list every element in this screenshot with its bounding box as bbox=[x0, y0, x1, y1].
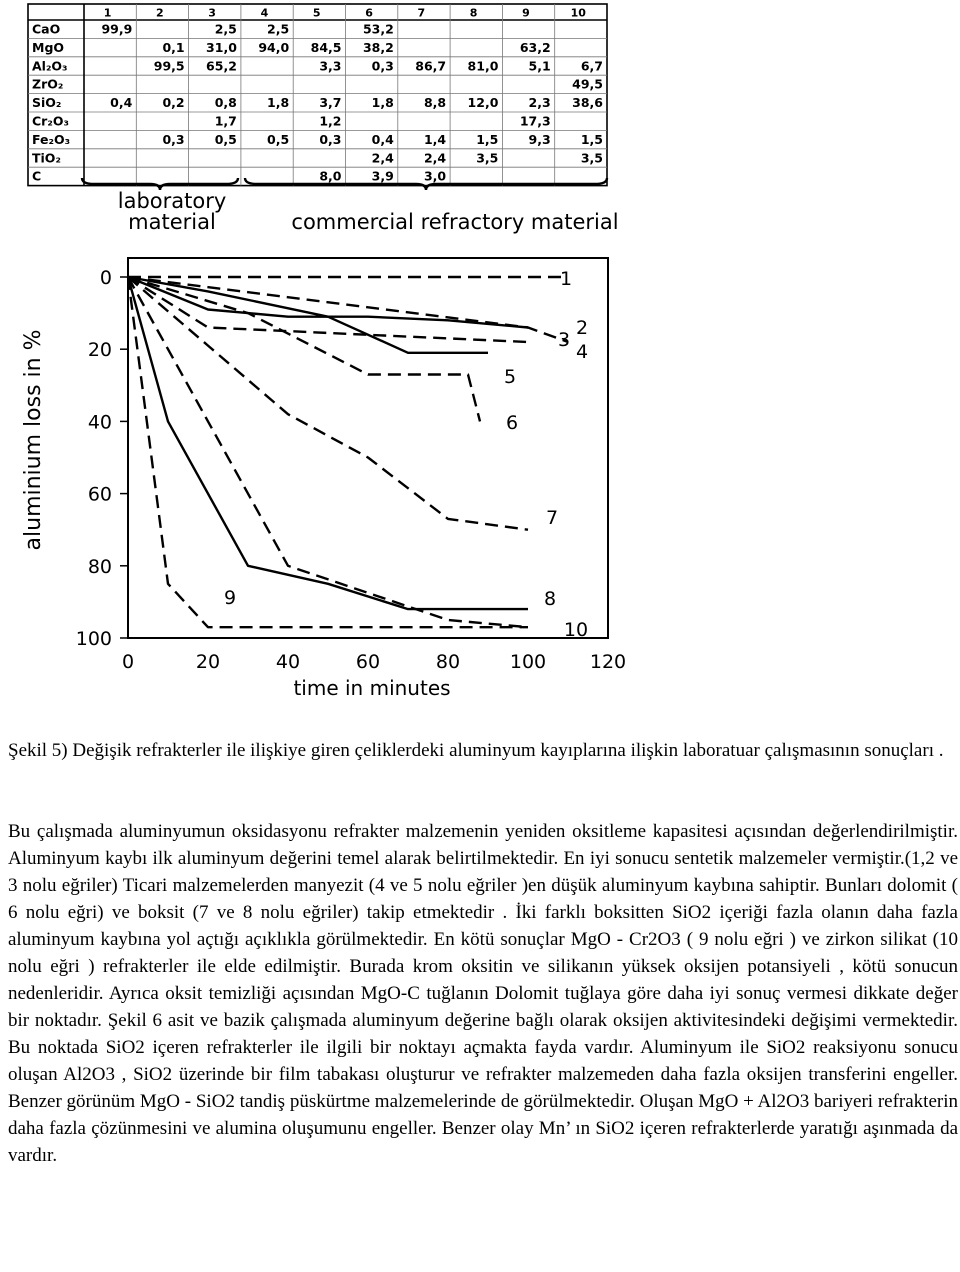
table-cell: 0,3 bbox=[162, 131, 185, 147]
table-oxide-label: Al₂O₃ bbox=[32, 58, 68, 74]
table-cell: 0,8 bbox=[214, 95, 237, 111]
y-tick-label: 40 bbox=[87, 411, 112, 434]
x-tick-label: 80 bbox=[435, 651, 461, 673]
series-line-8 bbox=[128, 277, 528, 609]
table-cell: 38,6 bbox=[572, 95, 603, 111]
table-cell: 1,5 bbox=[580, 131, 603, 147]
curve-number-label: 3 bbox=[557, 329, 571, 351]
curve-number-label: 9 bbox=[223, 587, 237, 609]
table-cell: 1,8 bbox=[371, 95, 394, 111]
table-cell: 12,0 bbox=[467, 95, 499, 111]
table-cell: 49,5 bbox=[572, 76, 603, 92]
table-oxide-label: SiO₂ bbox=[32, 95, 62, 111]
table-oxide-label: Fe₂O₃ bbox=[32, 131, 71, 147]
table-cell: 0,1 bbox=[162, 39, 185, 55]
series-line-9 bbox=[128, 277, 528, 627]
table-cell: 8,0 bbox=[319, 168, 342, 184]
x-tick-label: 40 bbox=[275, 651, 301, 673]
table-cell: 94,0 bbox=[258, 39, 290, 55]
laboratory-label: material bbox=[128, 210, 216, 234]
table-column-header: 7 bbox=[417, 6, 426, 20]
commercial-label: commercial refractory material bbox=[291, 210, 619, 234]
x-tick-label: 0 bbox=[121, 651, 135, 673]
table-cell: 0,4 bbox=[110, 95, 133, 111]
table-cell: 65,2 bbox=[206, 58, 237, 74]
table-cell: 5,1 bbox=[528, 58, 551, 74]
table-cell: 1,8 bbox=[267, 95, 290, 111]
table-column-header: 10 bbox=[570, 6, 586, 20]
table-cell: 81,0 bbox=[467, 58, 499, 74]
table-column-header: 4 bbox=[260, 6, 269, 20]
table-cell: 3,7 bbox=[319, 95, 342, 111]
table-oxide-label: C bbox=[32, 168, 42, 184]
body-paragraph: Bu çalışmada aluminyumun oksidasyonu refrakter malzemenin yeniden oksitleme kapasitesi açısından değerlendirilmiştir. Aluminyum kaybı ilk aluminyum değerini temel alarak belirtilmektedir. En iyi sonucu sentetik malzemeler vermiştir.(1,2 ve 3 nolu eğriler) Ticari malzemelerden manyezit (4 ve 5 nolu eğriler )en düşük aluminyum kaybına sahiptir. Bunları dolomit ( 6 nolu eğri) ve boksit (7 ve 8 nolu eğriler) takip etmektedir . İki farklı boksitten SiO2 içeriği fazla olanın daha fazla aluminyum kaybına yol açtığı açıklıkla görülmektedir. En kötü sonuçlar MgO - Cr2O3 ( 9 nolu eğri ) ve zirkon silikat (10 nolu eğri ) refrakterler ile elde edilmiştir. Burada krom oksitin ve silikanın yüksek oksijen potansiyeli , kötü sonucun nedenleridir. Ayrıca oksit temizliği açısından MgO-C tuğlanın Dolomit tuğlaya göre daha iyi sonuç vermesi dikkate değer bir noktadır. Şekil 6 asit ve bazik çalışmada aluminyum değerine bağlı olarak oksijen aktivitesindeki değişimi vermektedir. Bu noktada SiO2 içeren refrakterler ile ilgili bir noktayı açmakta fayda vardır. Aluminyum ile SiO2 reaksiyonu sonucu oluşan Al2O3 , SiO2 üzerinde bir film tabakası oluşturur ve refrakter malzemeden daha fazla oksijen transferini engeller. Benzer görünüm MgO - SiO2 tandiş püskürtme malzemelerinde de görülmektedir. Oluşan MgO + Al2O3 bariyeri refrakterin daha fazla çözünmesini ve alumina oluşumunu engeller. Benzer olay Mn’ ın SiO2 içeren refrakterlerde yaratığı aşınmada da vardır. bbox=[8, 821, 958, 1166]
table-cell: 2,4 bbox=[423, 150, 447, 166]
table-cell: 2,5 bbox=[267, 21, 290, 37]
y-axis-label: aluminium loss in % bbox=[21, 329, 46, 551]
table-cell: 1,7 bbox=[214, 113, 237, 129]
table-cell: 3,5 bbox=[476, 150, 499, 166]
table-oxide-label: TiO₂ bbox=[32, 150, 61, 166]
x-tick-label: 120 bbox=[589, 651, 627, 673]
table-cell: 8,8 bbox=[423, 95, 447, 111]
table-cell: 2,5 bbox=[214, 21, 237, 37]
y-tick-label: 100 bbox=[75, 628, 112, 650]
table-column-header: 1 bbox=[103, 6, 112, 20]
table-cell: 17,3 bbox=[519, 113, 551, 129]
table-cell: 6,7 bbox=[580, 58, 603, 74]
table-cell: 53,2 bbox=[362, 21, 394, 37]
x-axis-label: time in minutes bbox=[293, 676, 451, 700]
series-line-10 bbox=[128, 277, 528, 627]
table-cell: 0,3 bbox=[319, 131, 342, 147]
curve-number-label: 1 bbox=[559, 268, 573, 290]
table-cell: 0,5 bbox=[214, 131, 237, 147]
table-cell: 3,9 bbox=[371, 168, 394, 184]
curve-number-label: 7 bbox=[545, 507, 559, 529]
table-column-header: 5 bbox=[312, 6, 321, 20]
table-cell: 1,2 bbox=[319, 113, 342, 129]
table-oxide-label: Cr₂O₃ bbox=[32, 113, 69, 129]
table-column-header: 9 bbox=[522, 6, 530, 20]
table-cell: 0,5 bbox=[267, 131, 290, 147]
curve-number-label: 2 bbox=[575, 317, 589, 339]
table-column-header: 3 bbox=[208, 6, 216, 20]
table-cell: 99,9 bbox=[101, 21, 133, 37]
curve-number-label: 6 bbox=[505, 412, 519, 434]
table-column-header: 8 bbox=[469, 6, 478, 20]
table-cell: 86,7 bbox=[415, 58, 447, 74]
y-tick-label: 20 bbox=[87, 339, 112, 362]
curve-number-label: 10 bbox=[563, 619, 589, 641]
curve-number-label: 5 bbox=[503, 366, 517, 388]
y-tick-label: 0 bbox=[99, 267, 112, 289]
table-cell: 3,0 bbox=[423, 168, 447, 184]
curve-number-label: 8 bbox=[543, 588, 557, 610]
table-column-header: 6 bbox=[365, 6, 373, 20]
table-cell: 31,0 bbox=[206, 39, 237, 55]
table-cell: 0,2 bbox=[162, 95, 185, 111]
plot-frame bbox=[128, 258, 608, 638]
table-cell: 2,3 bbox=[528, 95, 551, 111]
table-oxide-label: ZrO₂ bbox=[32, 76, 64, 92]
laboratory-label: laboratory bbox=[117, 189, 227, 213]
x-tick-label: 60 bbox=[355, 651, 381, 673]
aluminium-loss-chart bbox=[21, 258, 626, 700]
table-cell: 1,5 bbox=[476, 131, 499, 147]
table-cell: 9,3 bbox=[528, 131, 551, 147]
composition-table bbox=[28, 4, 607, 186]
table-cell: 0,4 bbox=[371, 131, 394, 147]
table-cell: 99,5 bbox=[153, 58, 185, 74]
y-tick-label: 80 bbox=[87, 555, 112, 578]
table-oxide-label: MgO bbox=[32, 39, 65, 55]
table-cell: 3,5 bbox=[580, 150, 603, 166]
x-tick-label: 20 bbox=[195, 651, 221, 673]
table-cell: 2,4 bbox=[371, 150, 394, 166]
figure-caption: Şekil 5) Değişik refrakterler ile ilişkiye giren çeliklerdeki aluminyum kayıplarına ilişkin laboratuar çalışmasının sonuçları . bbox=[8, 740, 944, 761]
table-cell: 84,5 bbox=[310, 39, 342, 55]
table-column-header: 2 bbox=[156, 6, 164, 20]
table-cell: 38,2 bbox=[362, 39, 394, 55]
x-tick-label: 100 bbox=[509, 651, 547, 673]
curve-number-label: 4 bbox=[575, 341, 589, 363]
table-cell: 1,4 bbox=[423, 131, 447, 147]
table-cell: 63,2 bbox=[519, 39, 551, 55]
table-oxide-label: CaO bbox=[32, 21, 61, 37]
table-cell: 0,3 bbox=[371, 58, 394, 74]
y-tick-label: 60 bbox=[87, 483, 112, 506]
table-cell: 3,3 bbox=[319, 58, 342, 74]
